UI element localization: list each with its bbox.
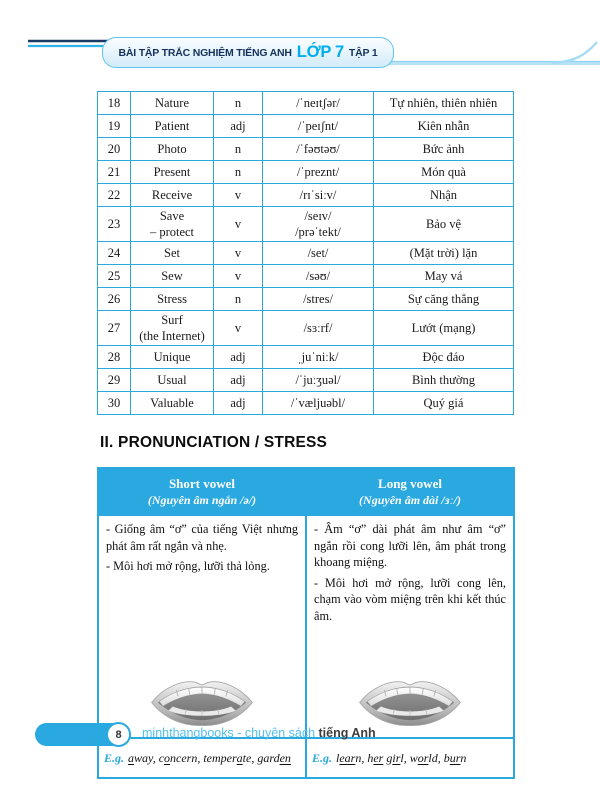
vocab-no: 23 <box>98 207 131 242</box>
vocab-meaning: Độc đáo <box>374 346 514 369</box>
vocab-ipa: /səʊ/ <box>263 265 374 288</box>
vocab-meaning: Bảo vệ <box>374 207 514 242</box>
vocab-meaning: May vá <box>374 265 514 288</box>
vocab-ipa: /set/ <box>263 242 374 265</box>
vocab-no: 29 <box>98 369 131 392</box>
vocab-ipa: /ˈjuːʒuəl/ <box>263 369 374 392</box>
vocab-pos: n <box>214 138 263 161</box>
pron-bullet: - Âm “ơ” dài phát âm như âm “ơ” ngắn rồi cong lưỡi lên, âm phát trong khoang miệng. <box>314 522 506 570</box>
vocab-row <box>98 138 514 161</box>
example-words: away, concern, temperate, garden <box>128 750 291 765</box>
long-vowel-title: Long vowel <box>378 476 442 491</box>
short-vowel-description <box>106 521 298 575</box>
footer-brand <box>142 726 376 740</box>
vocabulary-table <box>97 91 514 415</box>
vocab-meaning: Món quà <box>374 161 514 184</box>
vocab-no: 19 <box>98 115 131 138</box>
long-vowel-description <box>314 521 506 625</box>
example-word: world <box>409 750 438 765</box>
eg-label: E.g. <box>104 750 125 765</box>
vocab-meaning: Tự nhiên, thiên nhiên <box>374 92 514 115</box>
vocab-pos: v <box>214 207 263 242</box>
vocab-pos: adj <box>214 369 263 392</box>
vocab-word: Unique <box>131 346 214 369</box>
pron-cell-long-vowel <box>306 515 514 738</box>
example-word: her <box>367 750 384 765</box>
vocab-pos: n <box>214 92 263 115</box>
short-vowel-examples <box>98 738 306 778</box>
vocab-row <box>98 392 514 415</box>
vocab-row <box>98 161 514 184</box>
vocab-word: Photo <box>131 138 214 161</box>
vocab-row <box>98 207 514 242</box>
vocab-no: 24 <box>98 242 131 265</box>
pron-bullet: - Môi hơi mở rộng, lưỡi cong lên, chạm vào vòm miệng trên khi kết thúc âm. <box>314 575 506 623</box>
vocab-word: Patient <box>131 115 214 138</box>
vocab-no: 21 <box>98 161 131 184</box>
short-vowel-subtitle: (Nguyên âm ngắn /ə/) <box>147 493 257 507</box>
vocab-word: Sew <box>131 265 214 288</box>
vocab-no: 28 <box>98 346 131 369</box>
long-vowel-subtitle: (Nguyên âm dài /ɜː/) <box>359 493 461 507</box>
page-header-title <box>102 37 394 68</box>
vocab-no: 25 <box>98 265 131 288</box>
example-word: girl <box>386 750 404 765</box>
vocab-meaning: Sự căng thẳng <box>374 288 514 311</box>
pron-bullet: - Giống âm “ơ” của tiếng Việt nhưng phát âm rất ngắn và nhẹ. <box>106 522 298 553</box>
example-word: learn <box>336 750 362 765</box>
vocab-ipa: /sɜːrf/ <box>263 311 374 346</box>
vocab-pos: adj <box>214 346 263 369</box>
vocab-meaning: Bức ảnh <box>374 138 514 161</box>
pron-header-row <box>98 468 514 515</box>
vocab-ipa: ˌjuˈniːk/ <box>263 346 374 369</box>
vocab-word: Usual <box>131 369 214 392</box>
vocab-row <box>98 242 514 265</box>
vocab-ipa: /ˈpeɪʃnt/ <box>263 115 374 138</box>
vocab-word: Valuable <box>131 392 214 415</box>
vocab-no: 18 <box>98 92 131 115</box>
vocab-no: 22 <box>98 184 131 207</box>
vocab-no: 20 <box>98 138 131 161</box>
short-vowel-title: Short vowel <box>168 476 236 491</box>
vocab-pos: v <box>214 242 263 265</box>
vocab-ipa: /ˈneɪtʃər/ <box>263 92 374 115</box>
vocab-word: Set <box>131 242 214 265</box>
vocab-ipa: /ˈfəʊtəʊ/ <box>263 138 374 161</box>
pron-header-long-vowel <box>306 468 514 515</box>
pron-header-short-vowel <box>98 468 306 515</box>
pron-example-row <box>98 738 514 778</box>
pron-bullet: - Môi hơi mở rộng, lưỡi thả lỏng. <box>106 559 270 574</box>
vocab-pos: v <box>214 265 263 288</box>
vocab-word: Receive <box>131 184 214 207</box>
title-prefix: BÀI TẬP TRẮC NGHIỆM TIẾNG ANH <box>118 46 292 59</box>
vocab-no: 26 <box>98 288 131 311</box>
vocab-pos: adj <box>214 115 263 138</box>
example-word: away <box>128 750 153 765</box>
vocab-ipa: /seɪv/ /prəˈtekt/ <box>263 207 374 242</box>
example-word: burn <box>443 750 467 765</box>
section-heading: II. PRONUNCIATION / STRESS <box>100 434 328 451</box>
vocab-word: Surf (the Internet) <box>131 311 214 346</box>
vocab-row <box>98 369 514 392</box>
vocab-pos: adj <box>214 392 263 415</box>
vocab-no: 30 <box>98 392 131 415</box>
vocab-ipa: /ˈpreznt/ <box>263 161 374 184</box>
title-suffix: TẬP 1 <box>348 46 378 59</box>
long-vowel-examples <box>306 738 514 778</box>
vocab-row <box>98 311 514 346</box>
vocab-meaning: (Mặt trời) lặn <box>374 242 514 265</box>
example-word: temperate <box>203 750 252 765</box>
title-grade-highlight: LỚP 7 <box>296 43 344 61</box>
vocab-row <box>98 92 514 115</box>
vocab-word: Save – protect <box>131 207 214 242</box>
vocab-word: Present <box>131 161 214 184</box>
vocab-row <box>98 346 514 369</box>
vocab-pos: n <box>214 161 263 184</box>
example-word: concern <box>158 750 198 765</box>
vocab-pos: v <box>214 311 263 346</box>
vocab-word: Nature <box>131 92 214 115</box>
vocabulary-table-body <box>98 92 514 415</box>
vocab-row <box>98 288 514 311</box>
vocab-meaning: Bình thường <box>374 369 514 392</box>
page-number-badge: 8 <box>106 722 131 747</box>
brand-bold-text: tiếng Anh <box>318 726 376 740</box>
vocab-meaning: Kiên nhẫn <box>374 115 514 138</box>
eg-label: E.g. <box>312 750 333 765</box>
pron-cell-short-vowel <box>98 515 306 738</box>
pron-body-row <box>98 515 514 738</box>
brand-text: minhthangbooks - chuyên sách <box>142 726 319 740</box>
example-word: garden <box>257 750 291 765</box>
example-words: learn, her girl, world, burn <box>336 750 467 765</box>
vocab-meaning: Quý giá <box>374 392 514 415</box>
vocab-row <box>98 184 514 207</box>
vocab-row <box>98 265 514 288</box>
vocab-meaning: Nhận <box>374 184 514 207</box>
vocab-row <box>98 115 514 138</box>
vocab-ipa: /rɪˈsiːv/ <box>263 184 374 207</box>
vocab-pos: n <box>214 288 263 311</box>
vocab-no: 27 <box>98 311 131 346</box>
vocab-meaning: Lướt (mạng) <box>374 311 514 346</box>
vocab-word: Stress <box>131 288 214 311</box>
vocab-ipa: /ˈvæljuəbl/ <box>263 392 374 415</box>
vocab-pos: v <box>214 184 263 207</box>
vocab-ipa: /stres/ <box>263 288 374 311</box>
